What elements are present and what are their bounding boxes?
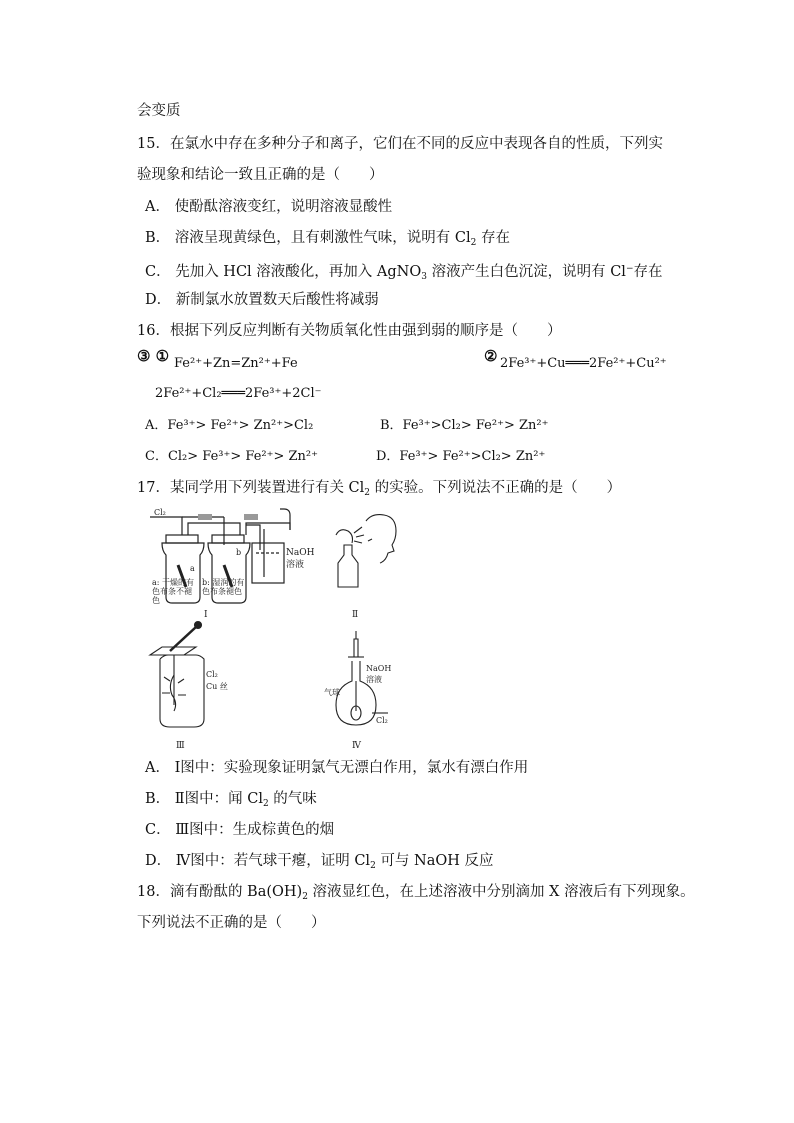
question-17-text: 17．某同学用下列装置进行有关 Cl xyxy=(137,480,365,496)
question-17-stem xyxy=(137,478,621,503)
q17-option-b-tail: 的气味 xyxy=(268,791,317,807)
q15-option-c-text: C． 先加入 HCl 溶液酸化，再加入 AgNO xyxy=(145,264,422,280)
question-18-text: 18．滴有酚酞的 Ba(OH) xyxy=(137,884,303,900)
figure-iv-numeral: Ⅳ xyxy=(352,741,361,751)
q15-option-c-mid: 溶液产生白色沉淀，说明有 Cl xyxy=(426,264,626,280)
reaction-2: 2Fe³⁺+Cu═══2Fe²⁺+Cu²⁺ xyxy=(500,356,667,371)
figure-iv-naoh: NaOH xyxy=(366,664,392,673)
q15-option-b-text: B． 溶液呈现黄绿色，且有刺激性气味，说明有 Cl xyxy=(145,230,471,246)
figure-i-caption-a2: 色布条不褪 xyxy=(152,587,192,596)
subscript: 3 xyxy=(421,272,427,282)
figure-i-label-a: a xyxy=(190,564,195,573)
q16-option-a: A．Fe³⁺> Fe²⁺> Zn²⁺>Cl₂ xyxy=(145,418,314,433)
figure-iv-solution: 溶液 xyxy=(366,675,382,684)
figure-iv-cl2: Cl₂ xyxy=(376,716,388,725)
subscript: 2 xyxy=(364,488,371,498)
figure-i-caption-b2: 色布条褪色 xyxy=(202,587,242,596)
figure-iii-cu-wire: Cu 丝 xyxy=(206,682,228,691)
reaction-1: Fe²⁺+Zn=Zn²⁺+Fe xyxy=(174,356,298,371)
reaction-3: 2Fe²⁺+Cl₂═══2Fe³⁺+2Cl⁻ xyxy=(155,386,322,401)
question-15-stem: 15．在氯水中存在多种分子和离子，它们在不同的反应中表现各自的性质，下列实 xyxy=(137,136,663,152)
figure-i-caption-a3: 色 xyxy=(152,596,160,605)
q17-option-b-text: B． Ⅱ图中：闻 Cl xyxy=(145,791,263,807)
q17-option-d-tail: 可与 NaOH 反应 xyxy=(375,853,494,869)
superscript: − xyxy=(625,264,634,274)
reaction-2-marker: ② xyxy=(484,347,498,365)
question-18-stem xyxy=(137,882,695,907)
q15-option-c xyxy=(145,259,662,287)
figure-ii-numeral: Ⅱ xyxy=(352,610,359,620)
q15-option-a: A． 使酚酞溶液变红，说明溶液显酸性 xyxy=(145,199,393,215)
question-15-stem-2: 验现象和结论一致且正确的是（ ） xyxy=(137,167,384,183)
figure-iii-cl2: Cl₂ xyxy=(206,670,218,679)
q15-option-c-tail: 存在 xyxy=(633,264,663,280)
q16-option-d: D．Fe³⁺> Fe²⁺>Cl₂> Zn²⁺ xyxy=(376,449,546,464)
figure-i-solution: 溶液 xyxy=(286,560,305,570)
question-18-tail: 溶液显红色，在上述溶液中分别滴加 X 溶液后有下列现象。 xyxy=(307,884,695,900)
q16-option-c: C．Cl₂> Fe³⁺> Fe²⁺> Zn²⁺ xyxy=(145,449,318,464)
q17-option-d xyxy=(145,851,494,876)
figure-iii-numeral: Ⅲ xyxy=(176,741,185,751)
apparatus-figure xyxy=(140,505,560,755)
figure-i-cl2-label: Cl₂ xyxy=(154,508,166,517)
figure-iv-balloon: 气球 xyxy=(324,688,340,697)
q17-option-b xyxy=(145,789,317,814)
q15-option-b xyxy=(145,228,510,253)
subscript: 2 xyxy=(370,861,376,871)
question-17-tail: 的实验。下列说法不正确的是（ ） xyxy=(370,480,622,496)
q16-option-b: B．Fe³⁺>Cl₂> Fe²⁺> Zn²⁺ xyxy=(380,418,549,433)
q17-option-a: A． Ⅰ图中：实验现象证明氯气无漂白作用，氯水有漂白作用 xyxy=(145,760,529,776)
figure-i-label-b: b xyxy=(236,548,242,557)
q15-option-b-tail: 存在 xyxy=(476,230,510,246)
text-line-continuation: 会变质 xyxy=(137,103,181,119)
figure-i-numeral: Ⅰ xyxy=(204,610,208,620)
q15-option-d: D． 新制氯水放置数天后酸性将减弱 xyxy=(145,292,379,308)
figure-i-caption-b1: b: 湿润的有 xyxy=(202,578,245,587)
question-16-stem: 16．根据下列反应判断有关物质氧化性由强到弱的顺序是（ ） xyxy=(137,323,562,339)
subscript: 2 xyxy=(470,238,477,248)
question-18-stem-2: 下列说法不正确的是（ ） xyxy=(137,915,326,931)
q17-option-d-text: D． Ⅳ图中：若气球干瘪，证明 Cl xyxy=(145,853,371,869)
subscript: 2 xyxy=(302,892,308,902)
subscript: 2 xyxy=(262,799,269,809)
reaction-markers: ③ ① xyxy=(137,347,170,365)
q17-option-c: C． Ⅲ图中：生成棕黄色的烟 xyxy=(145,822,335,838)
figure-i-naoh: NaOH xyxy=(286,548,315,558)
figure-i-caption-a1: a: 干燥的有 xyxy=(152,578,195,587)
